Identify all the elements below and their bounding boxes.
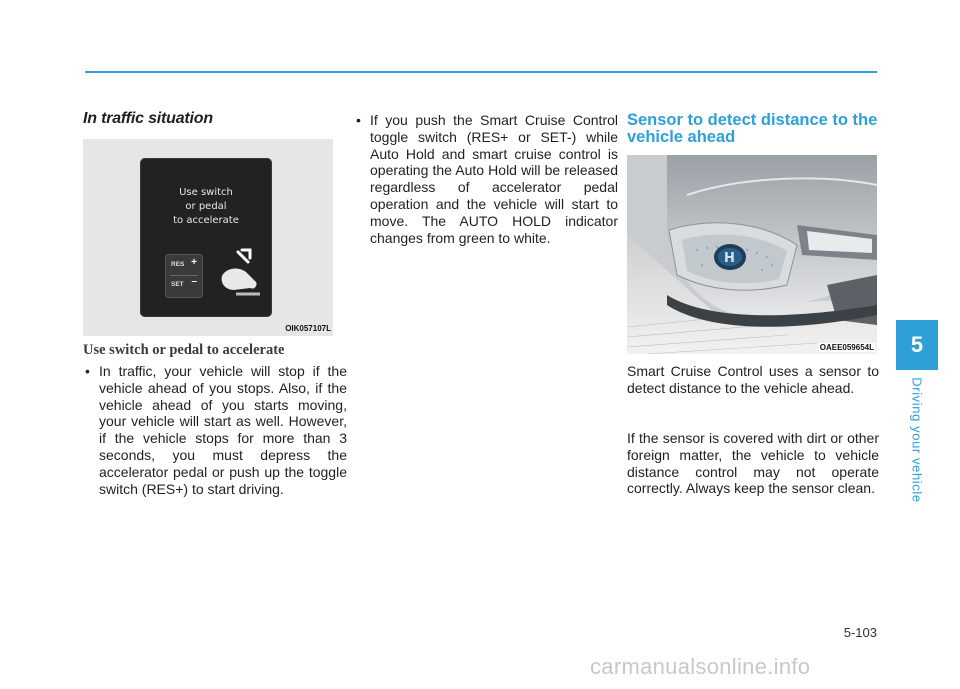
bullet-dot: • [85, 363, 90, 379]
toggle-switch-icon [165, 254, 203, 298]
foot-pedal-icon [216, 248, 264, 300]
bullet-text: In traffic, your vehicle will stop if the vehicle ahead of you stops. Also, if the vehicle ahead of you starts moving, your vehicle will start as well. However, if the vehicle stops for more than 3 seconds, you must depress the accelerator pedal or push up the toggle switch (RES+) to start driving. [99, 363, 347, 497]
chapter-label [880, 377, 954, 503]
cluster-screen [140, 158, 272, 317]
set-label: SET [171, 281, 184, 288]
sub-heading: Use switch or pedal to accelerate [83, 342, 285, 358]
display-message: Use switch or pedal to accelerate [173, 187, 239, 226]
svg-text:H: H [724, 251, 735, 266]
page-number: 5-103 [843, 625, 877, 640]
minus-label: – [191, 276, 197, 287]
watermark: carmanualsonline.info [590, 654, 811, 679]
paragraph: Smart Cruise Control uses a sensor to detect distance to the vehicle ahead. [627, 363, 879, 396]
bullet-text: If you push the Smart Cruise Control toggle switch (RES+ or SET-) while Auto Hold and smart cruise control is operating the Auto Hold will be released regardless of accelerator pedal operation and the vehicle will start to move. The AUTO HOLD indicator changes from green to white. [370, 112, 618, 246]
paragraph: If the sensor is covered with dirt or other foreign matter, the vehicle to vehicle distance control may not operate correctly. Always keep the sensor clean. [627, 430, 879, 497]
figure-code: OAEE059654L [819, 343, 874, 352]
section-heading: In traffic situation [83, 110, 213, 127]
cluster-display-figure [83, 139, 333, 336]
section-heading: Sensor to detect distance to the vehicle ahead [627, 111, 878, 146]
bullet-paragraph [85, 363, 347, 497]
bullet-dot: • [356, 112, 361, 128]
car-front-illustration [627, 155, 877, 354]
chapter-tab: 5 [896, 320, 938, 370]
bullet-paragraph [356, 112, 618, 246]
car-front-figure [627, 155, 877, 354]
header-rule [85, 71, 877, 73]
chapter-label-text: Driving your vehicle [909, 377, 925, 503]
figure-code: OIK057107L [285, 324, 331, 333]
res-label: RES [171, 261, 185, 268]
plus-label: + [191, 257, 197, 268]
